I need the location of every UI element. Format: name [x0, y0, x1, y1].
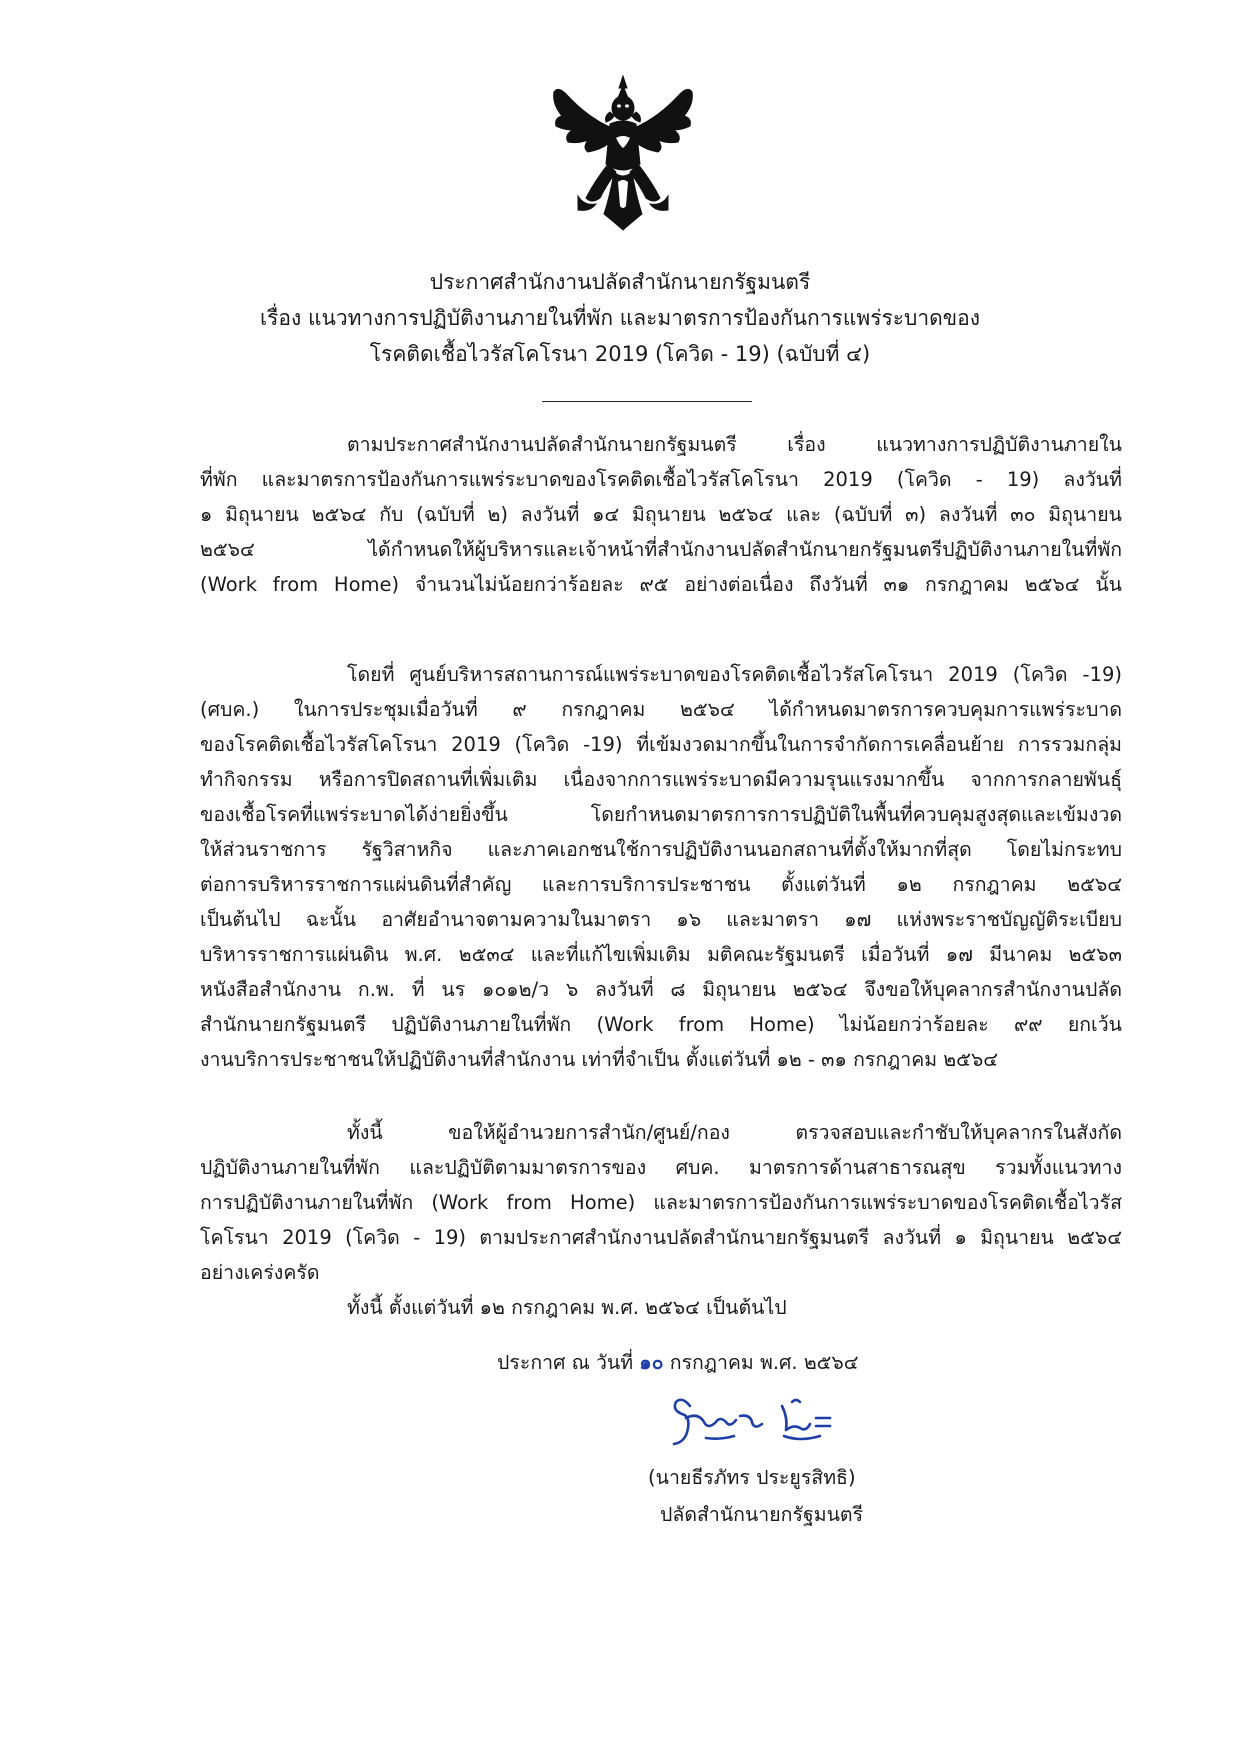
- paragraph-line: อย่างเคร่งครัด: [200, 1261, 320, 1284]
- announcement-issuer-title: ประกาศสำนักงานปลัดสำนักนายกรัฐมนตรี: [429, 270, 811, 294]
- paragraph-line: ทั้งนี้ ตั้งแต่วันที่ ๑๒ กรกฎาคม พ.ศ. ๒๕๖๔ เป็นต้นไป: [347, 1296, 787, 1319]
- paragraph-line: การปฏิบัติงานภายในที่พัก (Work from Home) และมาตรการป้องกันการแพร่ระบาดของโรคติดเชื้อไวรัส: [200, 1191, 1122, 1214]
- paragraph-3: [200, 1115, 1122, 1290]
- paragraph-2: [200, 657, 1122, 1077]
- paragraph-line: โคโรนา 2019 (โควิด - 19) ตามประกาศสำนักงานปลัดสำนักนายกรัฐมนตรี ลงวันที่ ๑ มิถุนายน ๒๕๖๔: [200, 1226, 1122, 1249]
- paragraph-line: เป็นต้นไป ฉะนั้น อาศัยอำนาจตามความในมาตรา ๑๖ และมาตรา ๑๗ แห่งพระราชบัญญัติระเบียบ: [200, 908, 1122, 931]
- paragraph-line: ทำกิจกรรม หรือการปิดสถานที่เพิ่มเติม เนื่องจากการแพร่ระบาดมีความรุนแรงมากขึ้น จากการกลายพันธุ์: [200, 768, 1122, 791]
- announcement-date-prefix: ประกาศ ณ วันที่: [497, 1351, 640, 1374]
- announcement-day: ๑๐: [639, 1351, 664, 1374]
- paragraph-line: ๒๕๖๔ ได้กำหนดให้ผู้บริหารและเจ้าหน้าที่สำนักงานปลัดสำนักนายกรัฐมนตรีปฏิบัติงานภายในที่พัก: [200, 538, 1122, 561]
- announcement-subject-line: เรื่อง แนวทางการปฏิบัติงานภายในที่พัก และมาตรการป้องกันการแพร่ระบาดของ: [259, 306, 981, 330]
- paragraph-line: ที่พัก และมาตรการป้องกันการแพร่ระบาดของโรคติดเชื้อไวรัสโคโรนา 2019 (โควิด - 19) ลงวันที่: [200, 468, 1122, 491]
- handwritten-signature-icon: [660, 1388, 860, 1450]
- paragraph-line: ต่อการบริหารราชการแผ่นดินที่สำคัญ และการบริการประชาชน ตั้งแต่วันที่ ๑๒ กรกฎาคม ๒๕๖๔: [200, 873, 1122, 896]
- paragraph-line: ของเชื้อโรคที่แพร่ระบาดได้ง่ายยิ่งขึ้น โดยกำหนดมาตรการการปฏิบัติในพื้นที่ควบคุมสูงสุดและเข้มงวด: [200, 803, 1122, 826]
- paragraph-line: ของโรคติดเชื้อไวรัสโคโรนา 2019 (โควิด -19) ที่เข้มงวดมากขึ้นในการจำกัดการเคลื่อนย้าย การรวมกลุ่ม: [200, 733, 1122, 756]
- announcement-subject-continued: โรคติดเชื้อไวรัสโคโรนา 2019 (โควิด - 19) (ฉบับที่ ๔): [369, 342, 871, 366]
- paragraph-line: ปฏิบัติงานภายในที่พัก และปฏิบัติตามมาตรการของ ศบค. มาตรการด้านสาธารณสุข รวมทั้งแนวทาง: [200, 1156, 1122, 1179]
- paragraph-line: สำนักนายกรัฐมนตรี ปฏิบัติงานภายในที่พัก (Work from Home) ไม่น้อยกว่าร้อยละ ๙๙ ยกเว้น: [200, 1013, 1122, 1036]
- paragraph-line: (ศบค.) ในการประชุมเมื่อวันที่ ๙ กรกฎาคม ๒๕๖๔ ได้กำหนดมาตรการควบคุมการแพร่ระบาด: [200, 698, 1122, 721]
- paragraph-line: หนังสือสำนักงาน ก.พ. ที่ นร ๑๐๑๒/ว ๖ ลงวันที่ ๘ มิถุนายน ๒๕๖๔ จึงขอให้บุคลากรสำนักงานปลัด: [200, 978, 1122, 1001]
- announcement-date: [497, 1345, 859, 1380]
- paragraph-1: [200, 427, 1122, 602]
- signer-title: ปลัดสำนักนายกรัฐมนตรี: [660, 1503, 864, 1526]
- paragraph-line: ให้ส่วนราชการ รัฐวิสาหกิจ และภาคเอกชนใช้การปฏิบัติงานนอกสถานที่ตั้งให้มากที่สุด โดยไม่กระทบ: [200, 838, 1122, 861]
- paragraph-line: โดยที่ ศูนย์บริหารสถานการณ์แพร่ระบาดของโรคติดเชื้อไวรัสโคโรนา 2019 (โควิด -19): [347, 663, 1122, 686]
- paragraph-line: ๑ มิถุนายน ๒๕๖๔ กับ (ฉบับที่ ๒) ลงวันที่ ๑๔ มิถุนายน ๒๕๖๔ และ (ฉบับที่ ๓) ลงวันที่ ๓๐ มิถุนายน: [200, 503, 1122, 526]
- announcement-date-suffix: กรกฎาคม พ.ศ. ๒๕๖๔: [663, 1351, 859, 1374]
- signer-name: (นายธีรภัทร ประยูรสิทธิ): [648, 1466, 856, 1489]
- paragraph-line: บริหารราชการแผ่นดิน พ.ศ. ๒๕๓๔ และที่แก้ไขเพิ่มเติม มติคณะรัฐมนตรี เมื่อวันที่ ๑๗ มีนาคม ๒๕๖๓: [200, 943, 1122, 966]
- header-divider: [542, 401, 752, 402]
- paragraph-line: งานบริการประชาชนให้ปฏิบัติงานที่สำนักงาน เท่าที่จำเป็น ตั้งแต่วันที่ ๑๒ - ๓๑ กรกฎาคม ๒๕๖๔: [200, 1048, 999, 1071]
- effective-date-paragraph: [200, 1290, 1122, 1325]
- paragraph-line: ทั้งนี้ ขอให้ผู้อำนวยการสำนัก/ศูนย์/กอง ตรวจสอบและกำชับให้บุคลากรในสังกัด: [347, 1121, 1122, 1144]
- garuda-emblem-icon: [548, 72, 698, 234]
- paragraph-line: (Work from Home) จำนวนไม่น้อยกว่าร้อยละ ๙๕ อย่างต่อเนื่อง ถึงวันที่ ๓๑ กรกฎาคม ๒๕๖๔ นั้น: [200, 573, 1122, 596]
- paragraph-line: ตามประกาศสำนักงานปลัดสำนักนายกรัฐมนตรี เรื่อง แนวทางการปฏิบัติงานภายใน: [347, 433, 1122, 456]
